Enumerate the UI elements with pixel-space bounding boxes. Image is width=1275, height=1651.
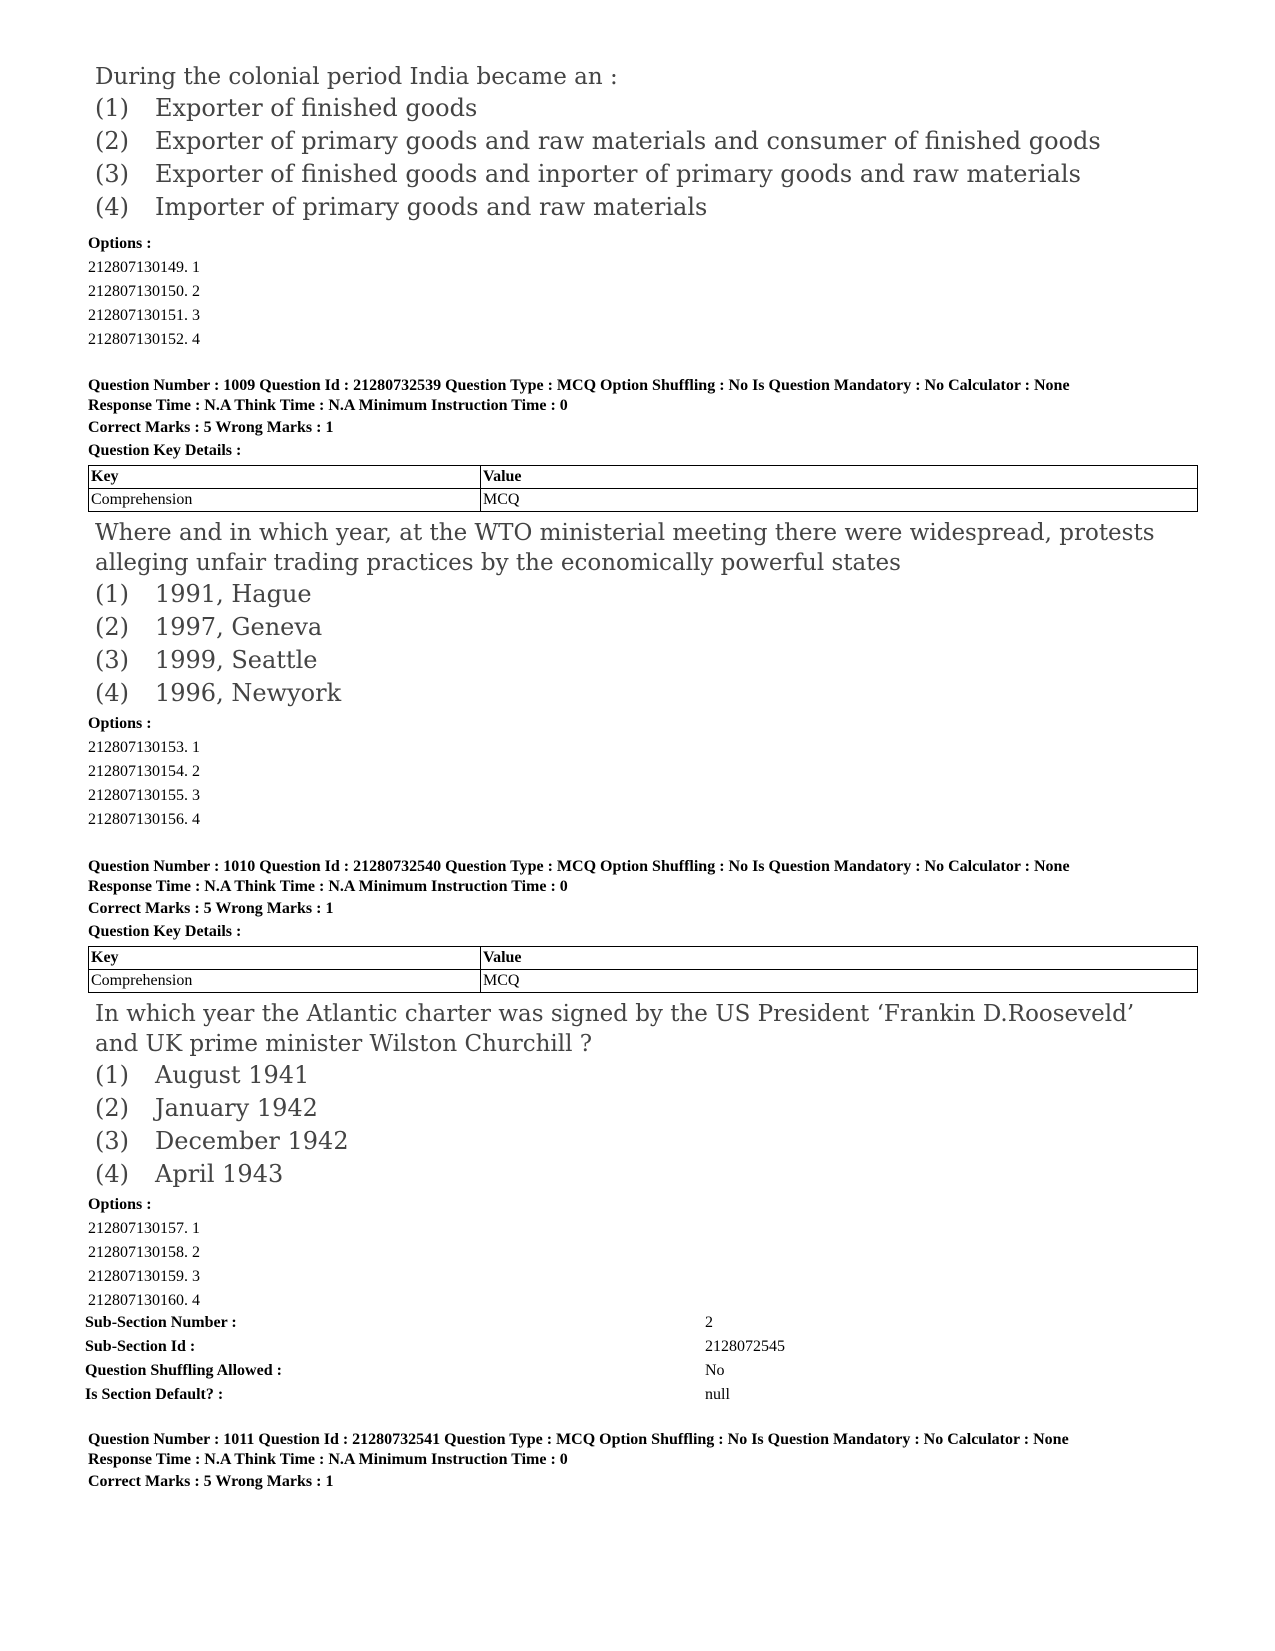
option-id: 212807130159. 3	[88, 1268, 200, 1285]
question-text: During the colonial period India became an :	[95, 64, 618, 90]
question-meta-line: Question Number : 1009 Question Id : 21280732539 Question Type : MCQ Option Shuffling : No Is Question Mandatory : No Calculator : None	[88, 377, 1070, 394]
subsection-row: Is Section Default? : null	[85, 1386, 730, 1403]
choice: (1) 1991, Hague	[95, 580, 312, 608]
q1010-options	[88, 1193, 200, 1313]
subsection-row: Sub-Section Number : 2	[85, 1314, 713, 1331]
choice: (1) August 1941	[95, 1061, 310, 1089]
option-id: 212807130154. 2	[88, 763, 200, 780]
options-label: Options :	[88, 715, 152, 732]
option-id: 212807130156. 4	[88, 811, 200, 828]
key-cell: Comprehension	[89, 489, 481, 512]
value-cell: MCQ	[481, 970, 1198, 993]
q1009-question-image	[95, 518, 1155, 710]
key-header: Key	[89, 466, 481, 489]
q1009-key-table	[88, 465, 1198, 512]
option-id: 212807130160. 4	[88, 1292, 200, 1309]
question-meta-line: Response Time : N.A Think Time : N.A Minimum Instruction Time : 0	[88, 877, 568, 895]
value-cell: MCQ	[481, 489, 1198, 512]
option-id: 212807130157. 1	[88, 1220, 200, 1237]
q1009-key-details-label: Question Key Details :	[88, 442, 242, 459]
subsection-row: Question Shuffling Allowed : No	[85, 1362, 725, 1379]
options-label: Options :	[88, 235, 152, 252]
option-id: 212807130149. 1	[88, 259, 200, 276]
q1010-key-details-label: Question Key Details :	[88, 923, 242, 940]
option-id: 212807130151. 3	[88, 307, 200, 324]
choice: (3) 1999, Seattle	[95, 646, 318, 674]
q1008-options	[88, 232, 200, 352]
choice: (1) Exporter of finished goods	[95, 94, 478, 122]
q1009-meta	[88, 376, 1198, 415]
q1010-marks: Correct Marks : 5 Wrong Marks : 1	[88, 900, 334, 917]
key-cell: Comprehension	[89, 970, 481, 993]
q1008-question-image	[95, 62, 1101, 224]
subsection-row: Sub-Section Id : 2128072545	[85, 1338, 785, 1355]
option-id: 212807130150. 2	[88, 283, 200, 300]
choice: (4) 1996, Newyork	[95, 679, 342, 707]
q1010-key-table	[88, 946, 1198, 993]
question-meta-line: Question Number : 1010 Question Id : 21280732540 Question Type : MCQ Option Shuffling : No Is Question Mandatory : No Calculator : None	[88, 858, 1070, 875]
question-meta-line: Response Time : N.A Think Time : N.A Minimum Instruction Time : 0	[88, 396, 568, 414]
option-id: 212807130155. 3	[88, 787, 200, 804]
q1009-options	[88, 712, 200, 832]
choice: (2) 1997, Geneva	[95, 613, 323, 641]
question-text: In which year the Atlantic charter was signed by the US President ‘Frankin D.Rooseveld’ and UK prime minister Wilston Churchill ?	[95, 1001, 1135, 1057]
option-id: 212807130152. 4	[88, 331, 200, 348]
q1009-marks: Correct Marks : 5 Wrong Marks : 1	[88, 419, 334, 436]
value-header: Value	[481, 947, 1198, 970]
option-id: 212807130158. 2	[88, 1244, 200, 1261]
choice: (4) April 1943	[95, 1160, 284, 1188]
value-header: Value	[481, 466, 1198, 489]
q1010-meta	[88, 857, 1198, 896]
q1011-meta	[88, 1430, 1198, 1469]
q1011-marks: Correct Marks : 5 Wrong Marks : 1	[88, 1473, 334, 1490]
choice: (3) December 1942	[95, 1127, 349, 1155]
choice: (2) January 1942	[95, 1094, 318, 1122]
subsection-info	[85, 1311, 785, 1407]
question-meta-line: Response Time : N.A Think Time : N.A Minimum Instruction Time : 0	[88, 1450, 568, 1468]
choice: (2) Exporter of primary goods and raw materials and consumer of finished goods	[95, 127, 1101, 155]
options-label: Options :	[88, 1196, 152, 1213]
question-text: Where and in which year, at the WTO ministerial meeting there were widespread, protests alleging unfair trading practices by the economically powerful states	[95, 520, 1155, 576]
choice: (4) Importer of primary goods and raw materials	[95, 193, 708, 221]
key-header: Key	[89, 947, 481, 970]
choice: (3) Exporter of finished goods and inporter of primary goods and raw materials	[95, 160, 1081, 188]
question-meta-line: Question Number : 1011 Question Id : 21280732541 Question Type : MCQ Option Shuffling : No Is Question Mandatory : No Calculator : None	[88, 1431, 1069, 1448]
q1010-question-image	[95, 999, 1155, 1191]
option-id: 212807130153. 1	[88, 739, 200, 756]
